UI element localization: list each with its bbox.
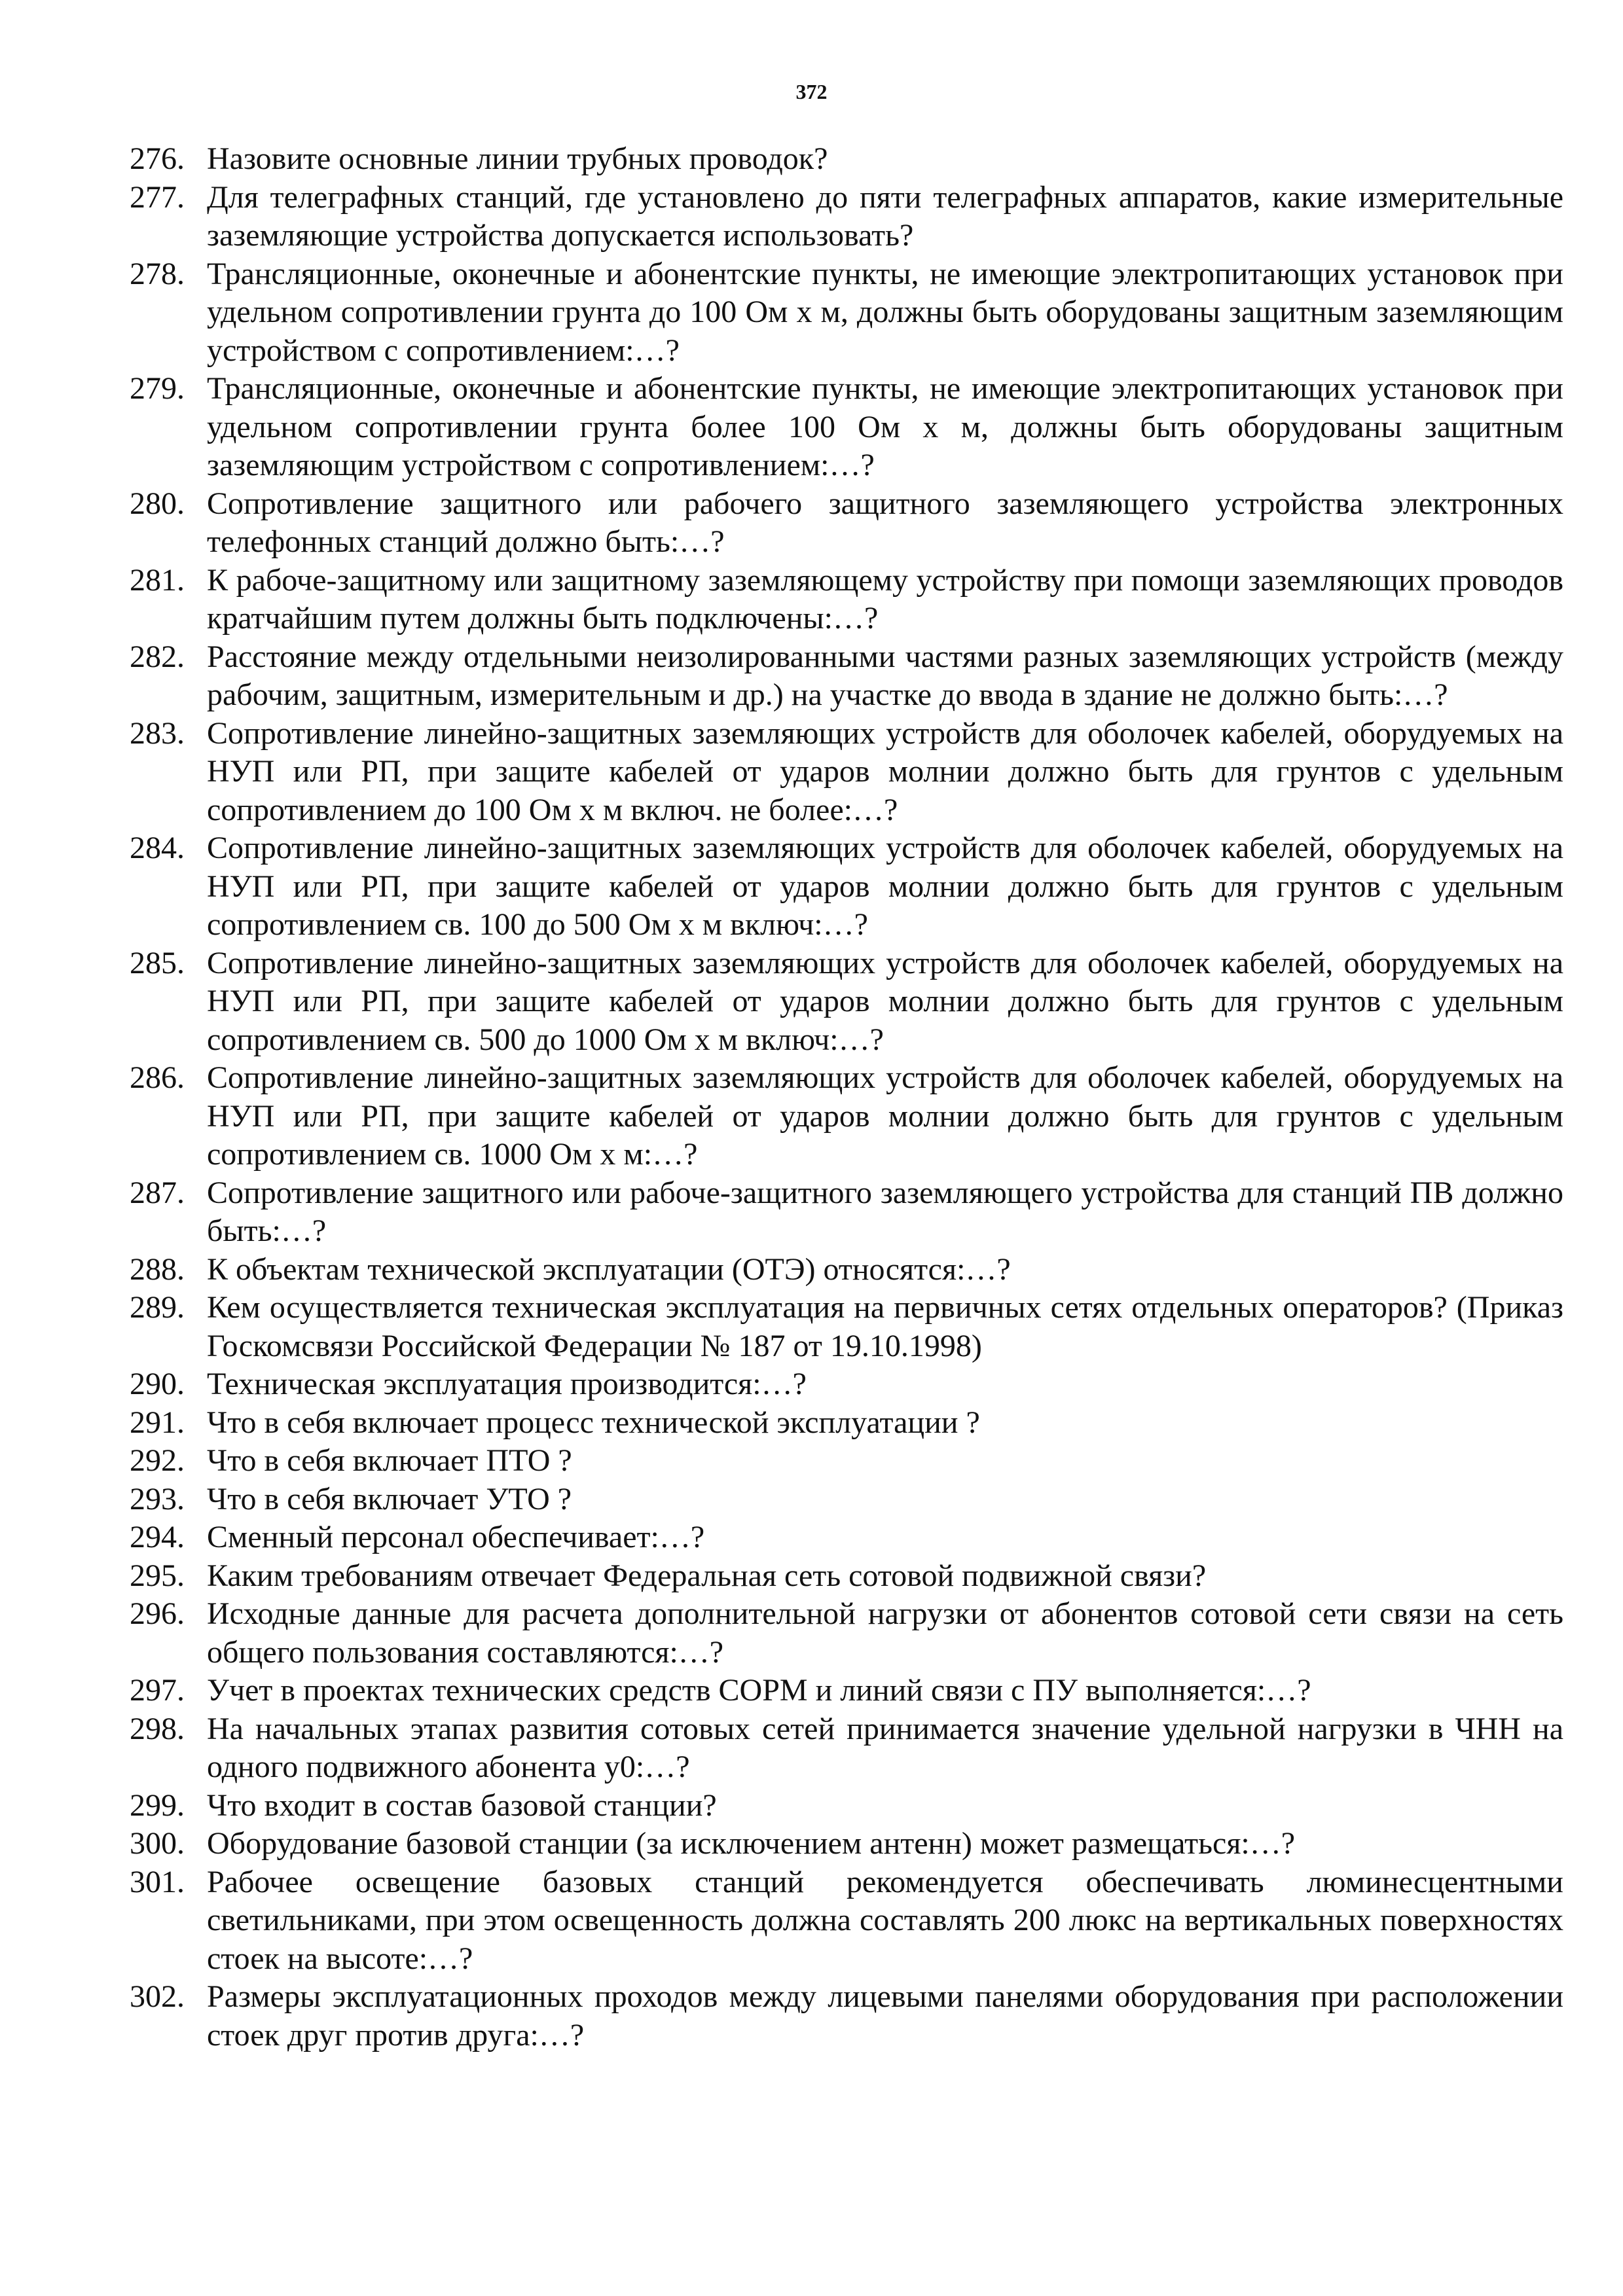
question-number: 292. [130, 1443, 185, 1478]
question-item [130, 1518, 1563, 1557]
question-item [130, 1595, 1563, 1672]
question-number: 291. [130, 1405, 185, 1440]
question-item [130, 1174, 1563, 1251]
question-item [130, 485, 1563, 562]
question-item [130, 1251, 1563, 1289]
question-number: 290. [130, 1367, 185, 1401]
question-item [130, 179, 1563, 255]
question-number: 284. [130, 831, 185, 865]
question-number: 288. [130, 1251, 185, 1287]
question-item [130, 1710, 1563, 1787]
question-text: Сопротивление защитного или рабоче-защитного заземляющего устройства для станций ПВ должно быть:…? [207, 1175, 1563, 1248]
question-text: Учет в проектах технических средств СОРМ и линий связи с ПУ выполняется:…? [207, 1673, 1311, 1708]
question-item [130, 255, 1563, 370]
question-number: 299. [130, 1787, 185, 1823]
question-item [130, 1787, 1563, 1825]
question-text: Расстояние между отдельными неизолированными частями разных заземляющих устройств (между рабочим, защитным, измерительным и др.) на участке до ввода в здание не должно быть:…? [207, 639, 1563, 712]
question-number: 282. [130, 639, 185, 674]
question-item [130, 1480, 1563, 1519]
question-number: 287. [130, 1175, 185, 1210]
question-text: Техническая эксплуатация производится:…? [207, 1367, 807, 1401]
question-number: 297. [130, 1673, 185, 1708]
question-text: Исходные данные для расчета дополнительной нагрузки от абонентов сотовой сети связи на сеть общего пользования составляются:…? [207, 1596, 1563, 1670]
question-item [130, 1672, 1563, 1710]
question-number: 295. [130, 1558, 185, 1593]
question-number: 276. [130, 141, 185, 176]
question-item [130, 1863, 1563, 1979]
question-number: 280. [130, 486, 185, 521]
question-text: Рабочее освещение базовых станций рекомендуется обеспечивать люминесцентными светильниками, при этом освещенность должна составлять 200 люкс на вертикальных поверхностях стоек на высоте:…? [207, 1864, 1563, 1976]
question-text: Сопротивление линейно-защитных заземляющих устройств для оболочек кабелей, оборудуемых на НУП или РП, при защите кабелей от ударов молнии должно быть для грунтов с удельным сопротивлением св. 1000 Ом х м:…? [207, 1060, 1563, 1172]
question-text: На начальных этапах развития сотовых сетей принимается значение удельной нагрузки в ЧНН на одного подвижного абонента у0:…? [207, 1711, 1563, 1784]
question-item [130, 370, 1563, 485]
question-text: Сопротивление линейно-защитных заземляющих устройств для оболочек кабелей, оборудуемых на НУП или РП, при защите кабелей от ударов молнии должно быть для грунтов с удельным сопротивлением до 100 Ом х м включ. не более:…? [207, 715, 1563, 827]
question-list [130, 140, 1563, 2054]
question-number: 281. [130, 562, 185, 598]
question-text: Что в себя включает процесс технической эксплуатации ? [207, 1405, 980, 1440]
question-item [130, 1404, 1563, 1443]
question-item [130, 1978, 1563, 2054]
question-text: Размеры эксплуатационных проходов между лицевыми панелями оборудования при расположении стоек друг против друга:…? [207, 1979, 1563, 2053]
question-item [130, 1557, 1563, 1596]
question-item [130, 829, 1563, 944]
question-number: 279. [130, 371, 185, 406]
question-item [130, 1365, 1563, 1404]
question-number: 298. [130, 1711, 185, 1746]
question-item [130, 1825, 1563, 1863]
question-number: 286. [130, 1060, 185, 1095]
question-item [130, 562, 1563, 638]
question-number: 289. [130, 1290, 185, 1325]
question-number: 302. [130, 1979, 185, 2014]
question-number: 296. [130, 1596, 185, 1631]
question-number: 277. [130, 179, 185, 215]
question-item [130, 715, 1563, 830]
question-number: 300. [130, 1826, 185, 1861]
question-text: Трансляционные, оконечные и абонентские пункты, не имеющие электропитающих установок при удельном сопротивлении грунта до 100 Ом х м, должны быть оборудованы защитным заземляющим устройством с сопротивлением:…? [207, 256, 1563, 368]
question-item [130, 140, 1563, 179]
page-number: 372 [795, 80, 828, 103]
question-text: Для телеграфных станций, где установлено до пяти телеграфных аппаратов, какие измерительные заземляющие устройства допускается использовать? [207, 179, 1563, 253]
question-text: Сменный персонал обеспечивает:…? [207, 1520, 705, 1554]
question-text: К объектам технической эксплуатации (ОТЭ) относятся:…? [207, 1251, 1011, 1287]
question-text: Сопротивление линейно-защитных заземляющих устройств для оболочек кабелей, оборудуемых на НУП или РП, при защите кабелей от ударов молнии должно быть для грунтов с удельным сопротивлением св. 100 до 500 Ом х м включ:…? [207, 831, 1563, 942]
question-number: 293. [130, 1481, 185, 1516]
question-text: Что в себя включает УТО ? [207, 1481, 572, 1516]
question-text: Назовите основные линии трубных проводок? [207, 141, 828, 176]
question-item [130, 638, 1563, 715]
question-number: 283. [130, 715, 185, 751]
question-text: Каким требованиям отвечает Федеральная сеть сотовой подвижной связи? [207, 1558, 1207, 1593]
question-text: Трансляционные, оконечные и абонентские пункты, не имеющие электропитающих установок при удельном сопротивлении грунта более 100 Ом х м, должны быть оборудованы защитным заземляющим устройством с сопротивлением:…? [207, 371, 1563, 482]
question-text: Оборудование базовой станции (за исключением антенн) может размещаться:…? [207, 1826, 1296, 1861]
question-text: Сопротивление защитного или рабочего защитного заземляющего устройства электронных телефонных станций должно быть:…? [207, 486, 1563, 559]
question-item [130, 1059, 1563, 1174]
question-item [130, 944, 1563, 1060]
question-number: 285. [130, 945, 185, 980]
question-item [130, 1289, 1563, 1365]
question-number: 278. [130, 256, 185, 291]
question-text: К рабоче-защитному или защитному заземляющему устройству при помощи заземляющих проводов кратчайшим путем должны быть подключены:…? [207, 562, 1563, 636]
question-number: 301. [130, 1864, 185, 1899]
question-text: Что входит в состав базовой станции? [207, 1787, 717, 1823]
question-text: Что в себя включает ПТО ? [207, 1443, 572, 1478]
question-text: Кем осуществляется техническая эксплуатация на первичных сетях отдельных операторов? (Приказ Госкомсвязи Российской Федерации № 187 от 19.10.1998) [207, 1290, 1563, 1363]
question-text: Сопротивление линейно-защитных заземляющих устройств для оболочек кабелей, оборудуемых на НУП или РП, при защите кабелей от ударов молнии должно быть для грунтов с удельным сопротивлением св. 500 до 1000 Ом х м включ:…? [207, 945, 1563, 1057]
question-number: 294. [130, 1520, 185, 1554]
question-item [130, 1442, 1563, 1480]
